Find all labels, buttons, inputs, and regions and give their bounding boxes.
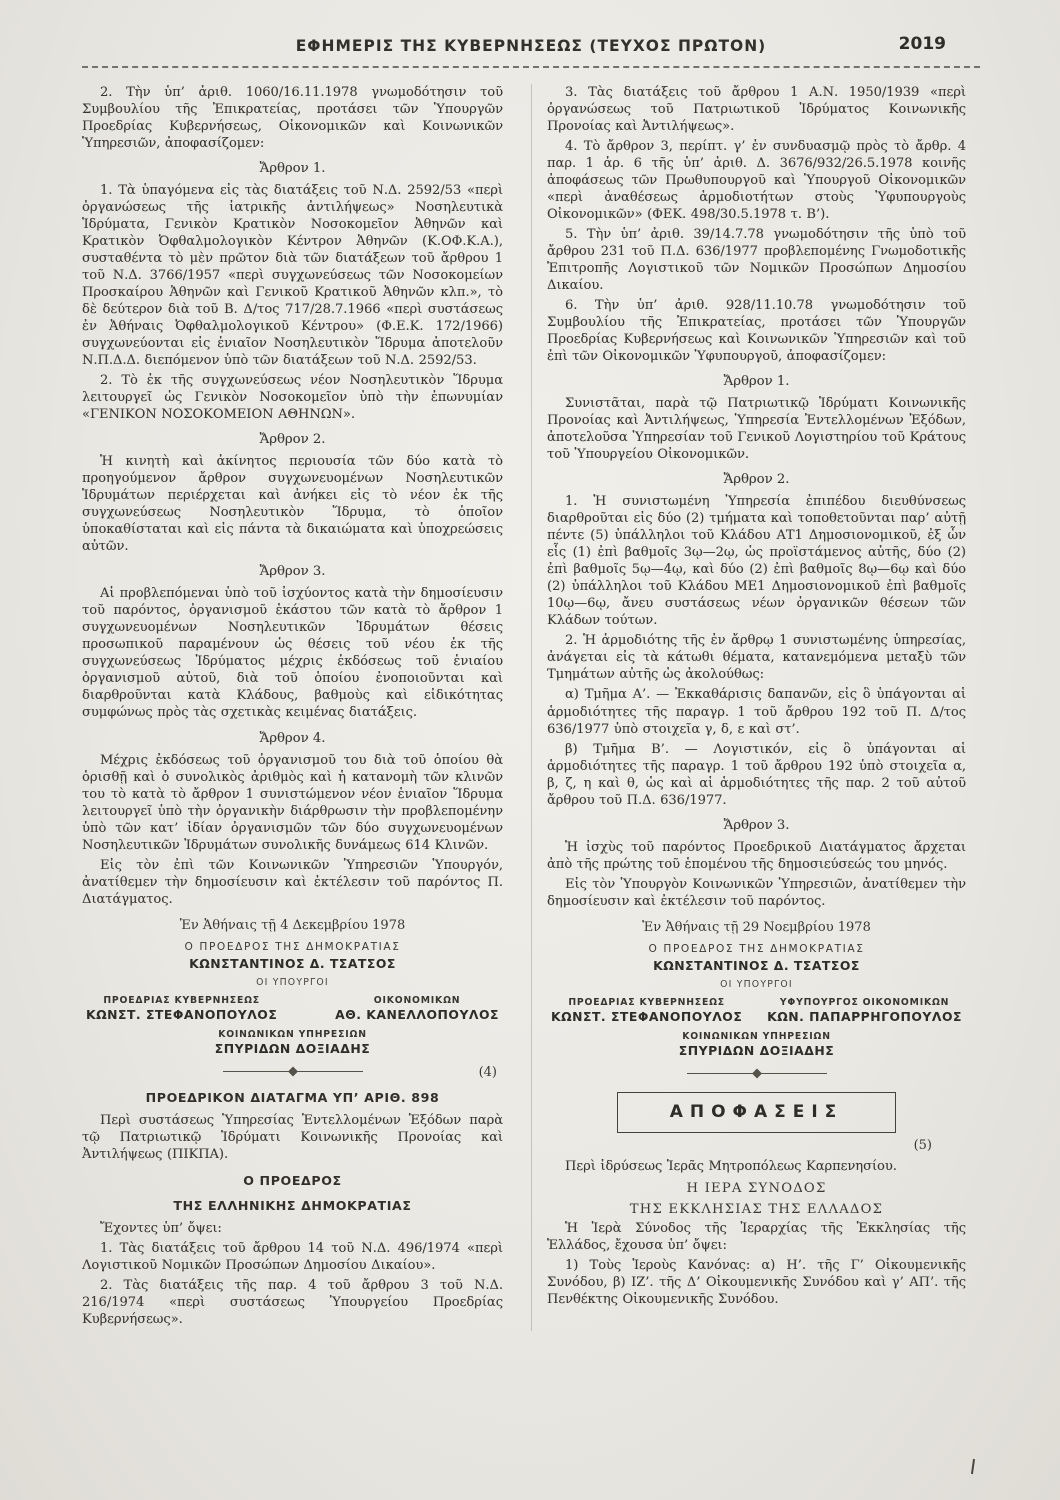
- page-number: 2019: [898, 34, 946, 54]
- document-title: ΤΗΣ ΕΛΛΗΝΙΚΗΣ ΔΗΜΟΚΡΑΤΙΑΣ: [173, 1197, 412, 1213]
- diamond-icon: [288, 1066, 298, 1076]
- paragraph: 2. Τὸ ἐκ τῆς συγχωνεύσεως νέον Νοσηλευτικὸν Ἵδρυμα λειτουργεῖ ὡς Γενικὸν Νοσοκομεῖον ὑπὸ τὴν ἐπωνυμίαν «ΓΕΝΙΚΟΝ ΝΟΣΟΚΟΜΕΙΟΝ ΑΘΗΝΩΝ».: [82, 373, 503, 423]
- signature-cell: [551, 993, 742, 1027]
- paragraph: 1) Τοὺς Ἱεροὺς Κανόνας: α) Η’. τῆς Γ’ Οἰκουμενικῆς Συνόδου, β) ΙΖ’. τῆς Δ’ Οἰκουμενικῆς Συνόδου καὶ γ’ ΑΠ’. τῆς Πενθέκτης Οἰκουμενικῆς Συνόδου.: [547, 1257, 966, 1307]
- paragraph: 1. Τὰ ὑπαγόμενα εἰς τὰς διατάξεις τοῦ Ν.Δ. 2592/53 «περὶ ὀργανώσεως τῆς ἰατρικῆς ἀντιλήψεως» Νοσηλευτικὰ Ἱδρύματα, Γενικὸν Κρατικὸν Νοσοκομεῖον Ἀθηνῶν καὶ Κρατικὸν Ὀφθαλμολογικὸν Κέντρον Ἀθηνῶν (Κ.ΟΦ.Κ.Α.), συσταθέντα τὸ μὲν πρῶτον διὰ τῶν διατάξεων τοῦ ἄρθρου 1 τοῦ Ν.Δ. 3766/1957 «περὶ συγχωνεύσεως τῶν Νοσοκομείων Προσκαίρου Ἀθηνῶν καὶ Γενικοῦ Κρατικοῦ Ἀθηνῶν κλπ.», τὸ δὲ δεύτερον διὰ τοῦ Β. Δ/τος 717/28.7.1966 «περὶ συστάσεως ἐν Ἀθήναις Ὀφθαλμολογικοῦ Κέντρου» (Φ.Ε.Κ. 172/1966) συγχωνεύονται εἰς ἑνιαῖον Νοσηλευτικὸν Ἵδρυμα ἀποτελοῦν Ν.Π.Δ.Δ. διεπόμενον ὑπὸ τῶν διατάξεων τοῦ Ν.Δ. 2592/53.: [82, 183, 503, 369]
- paragraph: β) Τμῆμα Β’. — Λογιστικόν, εἰς ὃ ὑπάγονται αἱ ἁρμοδιότητες τῆς παραγρ. 1 τοῦ ἄρθρου 192 ὑπὸ στοιχεῖα α, β, ζ, η καὶ θ, ὡς καὶ αἱ ἁρμοδιότητες τῆς παρ. 2 τοῦ αὐτοῦ ἄρθρου τοῦ Π.Δ. 636/1977.: [547, 741, 966, 808]
- signature-cell: [767, 993, 962, 1027]
- ministry-label: ΚΟΙΝΩΝΙΚΩΝ ΥΠΗΡΕΣΙΩΝ: [682, 1030, 831, 1042]
- date-line: Ἐν Ἀθήναις τῇ 29 Νοεμβρίου 1978: [642, 919, 871, 935]
- diamond-icon: [752, 1068, 762, 1078]
- signature-row: [82, 991, 503, 1025]
- paragraph: Εἰς τὸν Ὑπουργὸν Κοινωνικῶν Ὑπηρεσιῶν, ἀνατίθεμεν τὴν δημοσίευσιν καὶ ἐκτέλεσιν τοῦ παρόντος.: [547, 876, 966, 909]
- item-number: (5): [913, 1137, 932, 1153]
- divider-line: [223, 1071, 363, 1072]
- section-heading: ΤΗΣ ΕΚΚΛΗΣΙΑΣ ΤΗΣ ΕΛΛΑΔΟΣ: [629, 1201, 884, 1217]
- paragraph: 4. Τὸ ἄρθρον 3, περίπτ. γ’ ἐν συνδυασμῷ πρὸς τὸ ἄρθρ. 4 παρ. 1 ἀρ. 6 τῆς ὑπ’ ἀριθ. Δ. 3676/932/26.5.1978 κοινῆς ἀποφάσεως τῶν Πρωθυπουργοῦ καὶ Ὑπουργοῦ Οἰκονομικῶν «περὶ ἀναθέσεως ἁρμοδιοτήτων στοὺς Ὑφυπουργοὺς Οἰκονομικῶν» (ΦΕΚ. 498/30.5.1978 τ. Β’).: [547, 139, 966, 223]
- paragraph: Ἡ ἰσχὺς τοῦ παρόντος Προεδρικοῦ Διατάγματος ἄρχεται ἀπὸ τῆς πρώτης τοῦ ἑπομένου τῆς δημοσιεύσεώς του μηνός.: [547, 839, 966, 872]
- signature-name: ΚΩΝ. ΠΑΠΑΡΡΗΓΟΠΟΥΛΟΣ: [767, 1008, 962, 1024]
- signature-name: ΚΩΝΣΤΑΝΤΙΝΟΣ Δ. ΤΣΑΤΣΟΣ: [653, 957, 860, 973]
- right-column: [531, 84, 966, 1331]
- ministry-label: ΚΟΙΝΩΝΙΚΩΝ ΥΠΗΡΕΣΙΩΝ: [218, 1028, 367, 1040]
- paragraph: 2. Τὰς διατάξεις τῆς παρ. 4 τοῦ ἄρθρου 3 τοῦ Ν.Δ. 216/1974 «περὶ συστάσεως Ὑπουργείου Προεδρίας Κυβερνήσεως».: [82, 1277, 503, 1327]
- paragraph: 1. Τὰς διατάξεις τοῦ ἄρθρου 14 τοῦ Ν.Δ. 496/1974 «περὶ Λογιστικοῦ Νομικῶν Προσώπων Δημοσίου Δικαίου».: [82, 1240, 503, 1273]
- divider-line: [687, 1073, 827, 1074]
- paragraph: Ἔχοντες ὑπ’ ὄψει:: [100, 1220, 222, 1236]
- ministry-label: ΟΙΚΟΝΟΜΙΚΩΝ: [373, 994, 461, 1006]
- ministry-label: ΥΦΥΠΟΥΡΓΟΣ ΟΙΚΟΝΟΜΙΚΩΝ: [779, 996, 950, 1008]
- caps-heading: Ο ΠΡΟΕΔΡΟΣ ΤΗΣ ΔΗΜΟΚΡΑΤΙΑΣ: [648, 942, 865, 955]
- page-header: [82, 36, 980, 62]
- decisions-title: ΑΠΟΦΑΣΕΙΣ: [617, 1092, 897, 1133]
- document-body: [82, 84, 980, 1331]
- paragraph: α) Τμῆμα Α’. — Ἐκκαθάρισις δαπανῶν, εἰς ὃ ὑπάγονται αἱ ἁρμοδιότητες τῆς παραγρ. 1 τοῦ ἄρθρου 192 τοῦ Π. Δ/τος 636/1977 ὑπὸ στοιχεῖα γ, δ, ε καὶ στ’.: [547, 687, 966, 737]
- article-heading: Ἄρθρον 1.: [259, 161, 326, 177]
- paragraph: Αἱ προβλεπόμεναι ὑπὸ τοῦ ἰσχύοντος κατὰ τὴν δημοσίευσιν τοῦ παρόντος, ὀργανισμοῦ ἑκάστου τῶν κατὰ τὸ ἄρθρον 1 συγχωνευομένων Νοσηλευτικῶν Ἱδρυμάτων θέσεις προσωπικοῦ παραμένουν ὡς θέσεις τοῦ νέου ἐκ τῆς συγχωνεύσεως Ἱδρύματος μέχρις ἐκδόσεως τοῦ ἑνιαίου ὀργανισμοῦ αὐτοῦ, διὰ τοῦ ὁποίου ἐνοποιοῦνται καὶ διαρθροῦνται κατὰ Κλάδους, βαθμοὺς καὶ εἰδικότητας συμφώνως πρὸς τὰς σχετικὰς κειμένας διατάξεις.: [82, 586, 503, 721]
- signature-name: ΑΘ. ΚΑΝΕΛΛΟΠΟΥΛΟΣ: [335, 1006, 499, 1022]
- article-heading: Ἄρθρον 1.: [723, 374, 790, 390]
- document-title: ΠΡΟΕΔΡΙΚΟΝ ΔΙΑΤΑΓΜΑ ΥΠ’ ΑΡΙΘ. 898: [145, 1089, 440, 1105]
- paragraph: Ἡ κινητὴ καὶ ἀκίνητος περιουσία τῶν δύο κατὰ τὸ προηγούμενον ἄρθρον συγχωνευομένων Νοσηλευτικῶν Ἱδρυμάτων περιέρχεται καὶ ἀνήκει εἰς τὸ νέον ἐκ τῆς συγχωνεύσεως Νοσηλευτικὸν Ἵδρυμα, τὸ ὁποῖον ὑποκαθίσταται καὶ εἰς πάντα τὰ δικαιώματα καὶ ὑποχρεώσεις αὐτῶν.: [82, 454, 503, 555]
- item-number: (4): [478, 1064, 497, 1080]
- signature-name: ΚΩΝΣΤΑΝΤΙΝΟΣ Δ. ΤΣΑΤΣΟΣ: [189, 955, 396, 971]
- gazette-title: ΕΦΗΜΕΡΙΣ ΤΗΣ ΚΥΒΕΡΝΗΣΕΩΣ (ΤΕΥΧΟΣ ΠΡΩΤΟΝ): [295, 37, 767, 55]
- article-heading: Ἄρθρον 4.: [259, 730, 326, 746]
- article-heading: Ἄρθρον 3.: [259, 564, 326, 580]
- document-title: Ο ΠΡΟΕΔΡΟΣ: [243, 1172, 342, 1188]
- signature-name: ΚΩΝΣΤ. ΣΤΕΦΑΝΟΠΟΥΛΟΣ: [86, 1006, 278, 1022]
- date-line: Ἐν Ἀθήναις τῇ 4 Δεκεμβρίου 1978: [179, 917, 406, 933]
- paragraph: 3. Τὰς διατάξεις τοῦ ἄρθρου 1 Α.Ν. 1950/1939 «περὶ ὀργανώσεως τοῦ Πατριωτικοῦ Ἱδρύματος Κοινωνικῆς Προνοίας καὶ Ἀντιλήψεως».: [547, 85, 966, 135]
- signature-name: ΣΠΥΡΙΔΩΝ ΔΟΞΙΑΔΗΣ: [678, 1042, 835, 1058]
- paragraph: 2. Ἡ ἁρμοδιότης τῆς ἐν ἄρθρῳ 1 συνιστωμένης ὑπηρεσίας, ἀνάγεται εἰς τὰ κάτωθι θέματα, κατανεμόμενα μεταξὺ τῶν Τμημάτων αὐτῆς ὡς ἀκολούθως:: [547, 633, 966, 683]
- paragraph: 5. Τὴν ὑπ’ ἀριθ. 39/14.7.78 γνωμοδότησιν τῆς ὑπὸ τοῦ ἄρθρου 231 τοῦ Π.Δ. 636/1977 προβλεπομένης Γνωμοδοτικῆς Ἐπιτροπῆς Λογιστικοῦ τῶν Νομικῶν Προσώπων Δημοσίου Δικαίου.: [547, 227, 966, 294]
- section-heading: Η ΙΕΡΑ ΣΥΝΟΔΟΣ: [686, 1180, 827, 1196]
- paragraph: Περὶ ἱδρύσεως Ἱερᾶς Μητροπόλεως Καρπενησίου.: [565, 1158, 897, 1174]
- paragraph: 2. Τὴν ὑπ’ ἀριθ. 1060/16.11.1978 γνωμοδότησιν τοῦ Συμβουλίου τῆς Ἐπικρατείας, προτάσει τῶν Ὑπουργῶν Προεδρίας Κυβερνήσεως, Οἰκονομικῶν καὶ Κοινωνικῶν Ὑπηρεσιῶν, ἀποφασίζομεν:: [82, 85, 503, 152]
- article-heading: Ἄρθρον 2.: [723, 472, 790, 488]
- paragraph: Μέχρις ἐκδόσεως τοῦ ὀργανισμοῦ του διὰ τοῦ ὁποίου θὰ ὁρισθῇ καὶ ὁ συνολικὸς ἀριθμὸς καὶ ἡ κατανομὴ τῶν κλινῶν του τὸ κατὰ τὸ ἄρθρον 1 συνιστώμενον νέον ἑνιαῖον Ἵδρυμα λειτουργεῖ ὑπὸ τὴν ὀργανικὴν διάρθρωσιν τὴν προβλεπομένην ὑπὸ τῶν κατ’ ἰδίαν ὀργανισμῶν τῶν δύο συγχωνευομένων Νοσηλευτικῶν Ἱδρυμάτων συνολικῆς δυνάμεως 614 Κλινῶν.: [82, 752, 503, 853]
- left-column: [82, 84, 517, 1331]
- paragraph: 1. Ἡ συνιστωμένη Ὑπηρεσία ἐπιπέδου διευθύνσεως διαρθροῦται εἰς δύο (2) τμήματα καὶ τοποθετοῦνται παρ’ αὐτῇ πέντε (5) ὑπάλληλοι τοῦ Κλάδου ΑΤ1 Δημοσιονομικοῦ, ἐξ ὧν εἷς (1) ἐπὶ βαθμοῖς 3ῳ—2ῳ, ὡς προϊστάμενος αὐτῆς, δύο (2) ἐπὶ βαθμοῖς 5ῳ—4ῳ, καὶ δύο (2) ἐπὶ βαθμοῖς 8ῳ—6ῳ καὶ δύο (2) ὑπάλληλοι τοῦ Κλάδου ΜΕ1 Δημοσιονομικοῦ ἐπὶ βαθμοῖς 10ῳ—6ῳ, ἄνευ συστάσεως νέων ὀργανικῶν θέσεων τῶν Κλάδων τούτων.: [547, 494, 966, 629]
- ministers-heading: ΟΙ ΥΠΟΥΡΓΟΙ: [256, 976, 329, 988]
- signature-cell: [335, 991, 499, 1025]
- decisions-box-wrap: [547, 1092, 966, 1133]
- signature-row: [547, 993, 966, 1027]
- paragraph: Συνιστᾶται, παρὰ τῷ Πατριωτικῷ Ἱδρύματι Κοινωνικῆς Προνοίας καὶ Ἀντιλήψεως, Ὑπηρεσία Ἐντελλομένων Ἐξόδων, ἀποτελοῦσα Ὑπηρεσίαν τοῦ Γενικοῦ Λογιστηρίου τοῦ Κράτους τοῦ Ὑπουργείου Οἰκονομικῶν.: [547, 396, 966, 463]
- caps-heading: Ο ΠΡΟΕΔΡΟΣ ΤΗΣ ΔΗΜΟΚΡΑΤΙΑΣ: [184, 940, 401, 953]
- signature-name: ΣΠΥΡΙΔΩΝ ΔΟΞΙΑΔΗΣ: [214, 1040, 371, 1056]
- header-divider: [82, 66, 980, 68]
- section-divider: [82, 1064, 503, 1080]
- signature-name: ΚΩΝΣΤ. ΣΤΕΦΑΝΟΠΟΥΛΟΣ: [551, 1008, 743, 1024]
- ministry-label: ΠΡΟΕΔΡΙΑΣ ΚΥΒΕΡΝΗΣΕΩΣ: [103, 994, 260, 1006]
- section-divider: [547, 1066, 966, 1082]
- ministry-label: ΠΡΟΕΔΡΙΑΣ ΚΥΒΕΡΝΗΣΕΩΣ: [568, 996, 725, 1008]
- paragraph: Ἡ Ἱερὰ Σύνοδος τῆς Ἱεραρχίας τῆς Ἐκκλησίας τῆς Ἑλλάδος, ἔχουσα ὑπ’ ὄψει:: [547, 1220, 966, 1253]
- article-heading: Ἄρθρον 2.: [259, 432, 326, 448]
- ministers-heading: ΟΙ ΥΠΟΥΡΓΟΙ: [720, 978, 793, 990]
- signature-cell: [86, 991, 277, 1025]
- scan-artifact: [971, 1459, 975, 1474]
- paragraph: 6. Τὴν ὑπ’ ἀριθ. 928/11.10.78 γνωμοδότησιν τοῦ Συμβουλίου τῆς Ἐπικρατείας, προτάσει τῶν Ὑπουργῶν Προεδρίας Κυβερνήσεως καὶ Κοινωνικῶν Ὑπηρεσιῶν καὶ τοῦ ἐπὶ τῶν Οἰκονομικῶν Ὑφυπουργοῦ, ἀποφασίζομεν:: [547, 298, 966, 365]
- paragraph: Περὶ συστάσεως Ὑπηρεσίας Ἐντελλομένων Ἐξόδων παρὰ τῷ Πατριωτικῷ Ἱδρύματι Κοινωνικῆς Προνοίας καὶ Ἀντιλήψεως (ΠΙΚΠΑ).: [82, 1112, 503, 1162]
- paragraph: Εἰς τὸν ἐπὶ τῶν Κοινωνικῶν Ὑπηρεσιῶν Ὑπουργόν, ἀνατίθεμεν τὴν δημοσίευσιν καὶ ἐκτέλεσιν τοῦ παρόντος Π. Διατάγματος.: [82, 857, 503, 907]
- article-heading: Ἄρθρον 3.: [723, 817, 790, 833]
